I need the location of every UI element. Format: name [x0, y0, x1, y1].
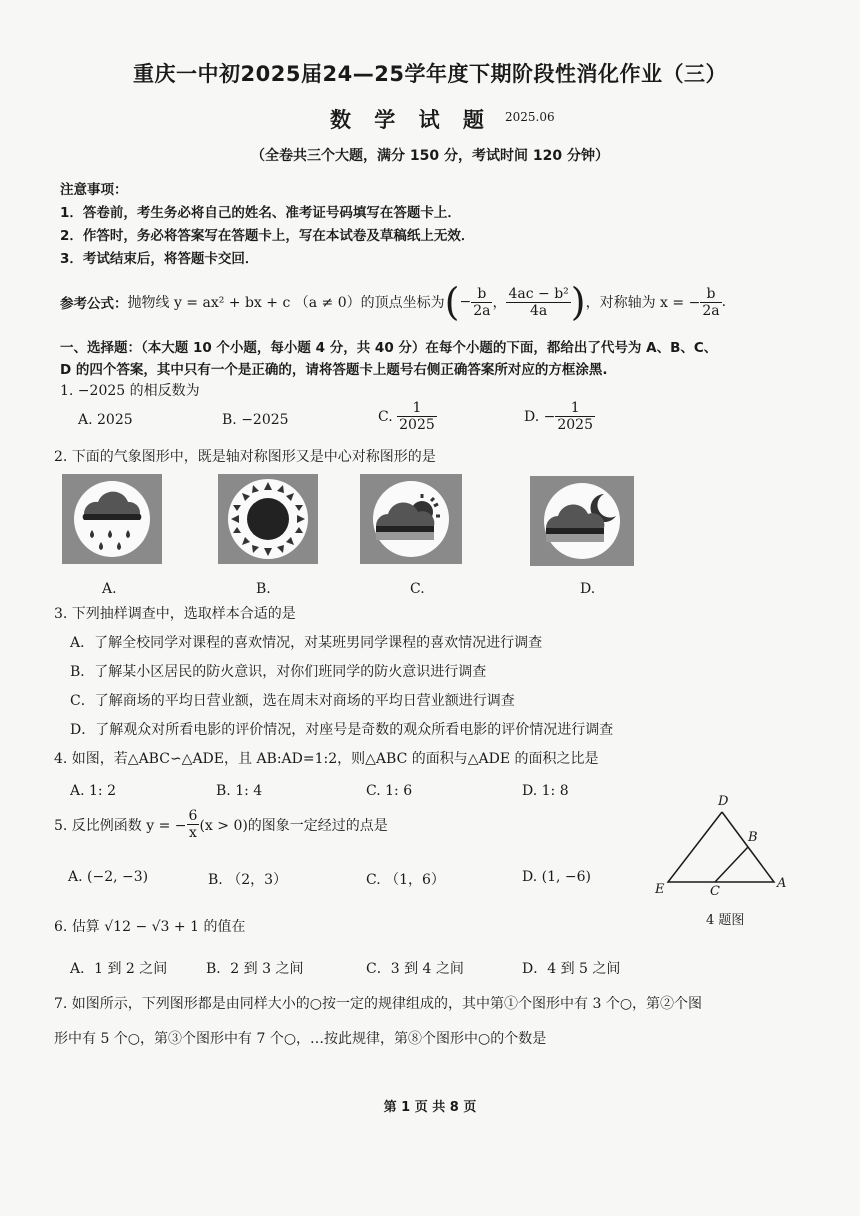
q2-label-c: C.: [410, 581, 425, 597]
q2-label-d: D.: [580, 581, 596, 597]
q5-fraction: [187, 808, 200, 841]
q4-option-d: D. 1: 8: [522, 783, 569, 799]
q4-option-b: B. 1: 4: [216, 783, 263, 799]
q5-num: 6: [188, 808, 198, 824]
q6-option-c: C．3 到 4 之间: [366, 961, 464, 977]
formula-text-2: ，对称轴为 x = −: [585, 295, 701, 311]
subject-title: 数 学 试 题: [330, 108, 492, 132]
q3-option-a: A．了解全校同学对课程的喜欢情况，对某班男同学课程的喜欢情况进行调查: [70, 635, 543, 651]
q5-option-a: A. (−2, −3): [68, 869, 149, 885]
vertex-y-num: 4ac − b²: [508, 285, 569, 302]
q6-stem: 6. 估算 √12 − √3 + 1 的值在: [54, 919, 246, 935]
page-footer: 第 1 页 共 8 页: [383, 1100, 477, 1115]
note-item-3: 3．考试结束后，将答题卡交回．: [60, 251, 259, 267]
q1-d-num: 1: [555, 400, 595, 417]
q1-d-label: D. −: [524, 408, 556, 425]
q5-stem: [54, 808, 388, 841]
q6-option-b: B．2 到 3 之间: [206, 961, 304, 977]
vertex-x-den: 2a: [473, 302, 491, 319]
notes-heading: 注意事项：: [60, 182, 128, 198]
section1-heading-line2: D 的四个答案，其中只有一个是正确的，请将答题卡上题号右侧正确答案所对应的方框涂黑.: [60, 362, 608, 378]
q3-option-c: C．了解商场的平均日营业额，选在周末对商场的平均日营业额进行调查: [70, 693, 515, 709]
q4-figure-caption: 4 题图: [706, 913, 745, 928]
point-c-label: C: [710, 884, 720, 899]
q6-option-d: D．4 到 5 之间: [522, 961, 621, 977]
vertex-y-fraction: [506, 286, 570, 319]
q1-d-den: 2025: [557, 417, 593, 433]
q1-c-num: 1: [397, 400, 437, 417]
exam-title: 重庆一中初2025届24—25学年度下期阶段性消化作业（三）: [133, 62, 727, 86]
vertex-x-num: b: [471, 286, 492, 303]
q1-option-c: [378, 400, 437, 433]
open-paren: (: [444, 280, 460, 324]
q1-d-fraction: [555, 400, 595, 433]
q4-option-a: A. 1: 2: [70, 783, 116, 799]
q5-option-b: B. （2，3）: [208, 872, 288, 888]
point-b-label: B: [748, 830, 758, 845]
axis-fraction: [700, 286, 721, 319]
q4-stem: 4. 如图，若△ABC∽△ADE，且 AB:AD=1:2，则△ABC 的面积与△ADE 的面积之比是: [54, 751, 599, 767]
q7-line-2: 形中有 5 个○，第③个图形中有 7 个○，…按此规律，第⑧个图形中○的个数是: [54, 1031, 547, 1047]
q1-option-d: [524, 400, 595, 433]
q5-den: x: [189, 825, 197, 841]
exam-info: （全卷共三个大题，满分 150 分，考试时间 120 分钟）: [251, 148, 609, 164]
vertex-x-sign: −: [459, 294, 472, 310]
q7-line-1: 7. 如图所示，下列图形都是由同样大小的○按一定的规律组成的，其中第①个图形中有 3 个○，第②个图: [54, 996, 703, 1012]
q1-option-b: B. −2025: [222, 412, 289, 428]
rain-cloud-icon: [62, 474, 162, 564]
sun-icon: [218, 474, 318, 564]
q1-c-label: C.: [378, 408, 393, 425]
q5-option-c: C. （1，6）: [366, 872, 445, 888]
axis-den: 2a: [702, 302, 720, 319]
section1-heading-line1: 一、选择题：（本大题 10 个小题，每小题 4 分，共 40 分）在每个小题的下面，都给出了代号为 A、B、C、: [60, 340, 718, 356]
q5-option-d: D. (1, −6): [522, 869, 591, 885]
q2-stem: 2. 下面的气象图形中，既是轴对称图形又是中心对称图形的是: [54, 449, 436, 465]
q2-label-b: B.: [256, 581, 271, 597]
q1-c-fraction: [397, 400, 437, 433]
q1-option-a: A. 2025: [78, 412, 133, 428]
vertex-x-fraction: [471, 286, 492, 319]
point-d-label: D: [718, 794, 729, 809]
point-e-label: E: [655, 882, 665, 897]
reference-formula: [60, 274, 726, 330]
vertex-y-den: 4a: [529, 302, 548, 319]
note-item-2: 2．作答时，务必将答案写在答题卡上，写在本试卷及草稿纸上无效．: [60, 228, 475, 244]
formula-label: 参考公式：: [60, 296, 128, 312]
q3-stem: 3. 下列抽样调查中，选取样本合适的是: [54, 606, 296, 622]
q3-option-b: B．了解某小区居民的防火意识，对你们班同学的防火意识进行调查: [70, 664, 487, 680]
formula-end: .: [721, 294, 727, 310]
q4-option-c: C. 1: 6: [366, 783, 413, 799]
q6-option-a: A．1 到 2 之间: [70, 961, 168, 977]
q5-stem-post: (x > 0)的图象一定经过的点是: [199, 817, 388, 834]
axis-num: b: [700, 286, 721, 303]
close-paren: ): [570, 280, 586, 324]
q3-option-d: D．了解观众对所看电影的评价情况，对座号是奇数的观众所看电影的评价情况进行调查: [70, 722, 614, 738]
sun-cloud-icon: [360, 474, 462, 564]
vertex-comma: ，: [492, 295, 507, 311]
point-a-label: A: [777, 876, 787, 891]
formula-text-1: 抛物线 y = ax² + bx + c （a ≠ 0）的顶点坐标为: [127, 295, 445, 311]
moon-cloud-icon: [530, 476, 634, 566]
note-item-1: 1．答卷前，考生务必将自己的姓名、准考证号码填写在答题卡上．: [60, 205, 461, 221]
q5-stem-pre: 5. 反比例函数 y = −: [54, 817, 187, 834]
q1-c-den: 2025: [399, 417, 435, 433]
q2-label-a: A.: [102, 581, 117, 597]
exam-date: 2025.06: [505, 110, 555, 124]
q1-stem: 1. −2025 的相反数为: [60, 383, 200, 399]
